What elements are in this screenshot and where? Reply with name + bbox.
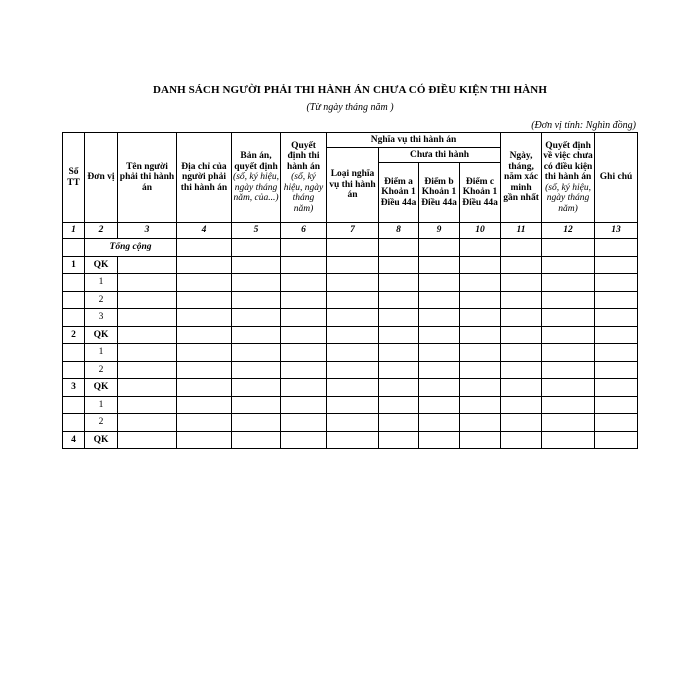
table-row: [63, 414, 638, 432]
table-cell: [595, 379, 638, 397]
table-cell: [542, 326, 595, 344]
table-cell: [232, 256, 281, 274]
table-cell: [281, 414, 327, 432]
table-cell: [281, 344, 327, 362]
report-title: DANH SÁCH NGƯỜI PHẢI THI HÀNH ÁN CHƯA CÓ ĐIỀU KIỆN THI HÀNH: [153, 84, 547, 96]
report-table: [62, 132, 638, 449]
table-cell: [595, 239, 638, 257]
table-cell: [232, 431, 281, 449]
table-cell: [379, 431, 419, 449]
table-cell: [177, 396, 232, 414]
column-number-cell: 5: [232, 223, 281, 239]
table-cell: [460, 379, 501, 397]
table-cell: [281, 396, 327, 414]
column-number-cell: 4: [177, 223, 232, 239]
table-cell: [501, 274, 542, 292]
table-cell: [118, 291, 177, 309]
table-cell: [327, 361, 379, 379]
table-cell: [379, 291, 419, 309]
header-nghia-vu: Nghĩa vụ thi hành án: [327, 133, 501, 148]
row-stt: [63, 291, 85, 309]
row-stt: [63, 414, 85, 432]
table-cell: [232, 414, 281, 432]
table-cell: [379, 326, 419, 344]
table-cell: [177, 326, 232, 344]
header-diem-a: Điểm a Khoản 1 Điều 44a: [379, 163, 419, 223]
table-cell: [118, 256, 177, 274]
column-number-cell: 8: [379, 223, 419, 239]
row-unit-label: 3: [85, 309, 118, 327]
table-cell: [419, 274, 460, 292]
table-cell: [501, 431, 542, 449]
header-ban-an: [232, 133, 281, 223]
table-cell: [542, 361, 595, 379]
table-cell: [542, 291, 595, 309]
table-cell: [232, 396, 281, 414]
header-ban-an-title: Bản án, quyết định: [234, 151, 278, 172]
table-row: [63, 291, 638, 309]
header-qd-sub: (số, ký hiệu, ngày tháng năm): [545, 182, 591, 214]
column-number-cell: 10: [460, 223, 501, 239]
table-cell: [327, 274, 379, 292]
table-cell: [419, 379, 460, 397]
row-stt: [63, 361, 85, 379]
table-row: [63, 344, 638, 362]
row-stt: 1: [63, 256, 85, 274]
table-cell: [281, 326, 327, 344]
table-cell: [177, 379, 232, 397]
row-stt: 3: [63, 379, 85, 397]
total-label: Tổng cộng: [85, 239, 177, 257]
table-cell: [379, 274, 419, 292]
table-cell: [501, 256, 542, 274]
table-cell: [327, 326, 379, 344]
table-row: [63, 309, 638, 327]
table-cell: [118, 379, 177, 397]
column-number-cell: 6: [281, 223, 327, 239]
table-cell: [595, 291, 638, 309]
table-cell: [419, 291, 460, 309]
table-cell: [118, 396, 177, 414]
table-cell: [379, 256, 419, 274]
row-unit-label: QK: [85, 379, 118, 397]
header-chua-thi-hanh: Chưa thi hành: [379, 148, 501, 163]
table-cell: [379, 309, 419, 327]
row-unit-label: 2: [85, 414, 118, 432]
header-diem-b: Điểm b Khoản 1 Điều 44a: [419, 163, 460, 223]
table-cell: [281, 274, 327, 292]
table-row: [63, 396, 638, 414]
table-cell: [542, 239, 595, 257]
column-number-cell: 12: [542, 223, 595, 239]
table-cell: [460, 361, 501, 379]
table-cell: [379, 239, 419, 257]
table-cell: [281, 291, 327, 309]
table-cell: [327, 256, 379, 274]
table-cell: [501, 239, 542, 257]
table-cell: [542, 309, 595, 327]
table-cell: [281, 379, 327, 397]
table-cell: [595, 274, 638, 292]
table-cell: [379, 414, 419, 432]
table-cell: [177, 291, 232, 309]
header-don-vi: Đơn vị: [85, 133, 118, 223]
table-cell: [595, 361, 638, 379]
table-cell: [232, 309, 281, 327]
header-diem-c: Điểm c Khoản 1 Điều 44a: [460, 163, 501, 223]
column-number-cell: 11: [501, 223, 542, 239]
table-cell: [460, 414, 501, 432]
table-cell: [327, 309, 379, 327]
table-cell: [118, 274, 177, 292]
unit-note: (Đơn vị tính: Nghìn đồng): [531, 120, 636, 131]
header-stt: Số TT: [63, 133, 85, 223]
table-cell: [177, 239, 232, 257]
table-cell: [281, 239, 327, 257]
column-number-cell: 3: [118, 223, 177, 239]
table-cell: [379, 344, 419, 362]
table-row: [63, 431, 638, 449]
table-cell: [419, 256, 460, 274]
row-stt: 4: [63, 431, 85, 449]
table-cell: [327, 396, 379, 414]
table-cell: [232, 326, 281, 344]
row-unit-label: 1: [85, 274, 118, 292]
table-cell: [595, 326, 638, 344]
table-cell: [232, 291, 281, 309]
table-cell: [118, 431, 177, 449]
row-stt: [63, 396, 85, 414]
table-cell: [460, 396, 501, 414]
table-cell: [542, 414, 595, 432]
table-cell: [501, 379, 542, 397]
table-cell: [460, 344, 501, 362]
table-cell: [379, 396, 419, 414]
row-unit-label: QK: [85, 256, 118, 274]
column-number-cell: 1: [63, 223, 85, 239]
column-number-cell: 13: [595, 223, 638, 239]
table-cell: [501, 396, 542, 414]
table-cell: [595, 309, 638, 327]
header-dia-chi: Địa chỉ của người phải thi hành án: [177, 133, 232, 223]
row-unit-label: 2: [85, 361, 118, 379]
table-cell: [327, 431, 379, 449]
table-cell: [232, 379, 281, 397]
table-cell: [379, 361, 419, 379]
table-cell: [118, 309, 177, 327]
row-unit-label: 2: [85, 291, 118, 309]
table-cell: [327, 239, 379, 257]
table-cell: [419, 344, 460, 362]
table-cell: [419, 396, 460, 414]
column-number-cell: 2: [85, 223, 118, 239]
table-cell: [542, 396, 595, 414]
column-number-cell: 9: [419, 223, 460, 239]
table-cell: [419, 239, 460, 257]
table-row: [63, 361, 638, 379]
header-ghi-chu: Ghi chú: [595, 133, 638, 223]
row-unit-label: QK: [85, 431, 118, 449]
table-cell: [327, 344, 379, 362]
table-cell: [460, 291, 501, 309]
row-unit-label: 1: [85, 396, 118, 414]
table-cell: [501, 326, 542, 344]
table-cell: [419, 361, 460, 379]
table-cell: [419, 326, 460, 344]
table-cell: [460, 309, 501, 327]
table-cell: [501, 344, 542, 362]
table-cell: [232, 361, 281, 379]
header-quyet-dinh-sub: (số, ký hiệu, ngày tháng năm): [283, 172, 324, 214]
table-cell: [595, 344, 638, 362]
column-number-row: [63, 223, 638, 239]
table-cell: [542, 379, 595, 397]
table-cell: [118, 414, 177, 432]
header-quyet-dinh: [281, 133, 327, 223]
table-cell: [501, 414, 542, 432]
table-cell: [177, 361, 232, 379]
table-cell: [595, 396, 638, 414]
header-qd-chua-co-dk: [542, 133, 595, 223]
table-cell: [595, 431, 638, 449]
table-cell: [177, 309, 232, 327]
table-cell: [281, 309, 327, 327]
header-ban-an-sub: (số, ký hiệu, ngày tháng năm, của...): [233, 172, 279, 204]
table-cell: [281, 361, 327, 379]
table-cell: [118, 326, 177, 344]
table-cell: [232, 274, 281, 292]
row-stt: [63, 344, 85, 362]
table-cell: [595, 256, 638, 274]
row-stt: 2: [63, 326, 85, 344]
table-cell: [542, 431, 595, 449]
table-cell: [460, 256, 501, 274]
row-unit-label: 1: [85, 344, 118, 362]
table-cell: [419, 309, 460, 327]
header-loai-nghia-vu: Loại nghĩa vụ thi hành án: [327, 148, 379, 223]
row-stt: [63, 274, 85, 292]
table-cell: [281, 431, 327, 449]
table-cell: [501, 361, 542, 379]
table-cell: [460, 274, 501, 292]
table-cell: [501, 309, 542, 327]
table-cell: [177, 431, 232, 449]
table-cell: [327, 291, 379, 309]
header-ngay-xac-minh: Ngày, tháng, năm xác minh gần nhất: [501, 133, 542, 223]
table-row: [63, 256, 638, 274]
table-cell: [542, 344, 595, 362]
total-row: [63, 239, 638, 257]
table-cell: [118, 361, 177, 379]
table-cell: [177, 344, 232, 362]
header-ten-nguoi: Tên người phải thi hành án: [118, 133, 177, 223]
table-cell: [379, 379, 419, 397]
table-cell: [177, 274, 232, 292]
table-cell: [327, 414, 379, 432]
table-cell: [327, 379, 379, 397]
table-cell: [460, 431, 501, 449]
table-cell: [177, 414, 232, 432]
table-cell: [177, 256, 232, 274]
row-unit-label: QK: [85, 326, 118, 344]
table-row: [63, 379, 638, 397]
header-quyet-dinh-title: Quyết định thi hành án: [286, 140, 320, 172]
table-row: [63, 326, 638, 344]
table-cell: [118, 344, 177, 362]
table-cell: [501, 291, 542, 309]
table-cell: [460, 326, 501, 344]
date-range-subtitle: (Từ ngày tháng năm ): [306, 102, 394, 113]
row-stt: [63, 309, 85, 327]
table-cell: [232, 344, 281, 362]
table-cell: [542, 256, 595, 274]
table-cell: [419, 431, 460, 449]
table-cell: [232, 239, 281, 257]
table-cell: [419, 414, 460, 432]
total-stt-cell: [63, 239, 85, 257]
table-row: [63, 274, 638, 292]
header-qd-title: Quyết định về việc chưa có điều kiện thi hành án: [543, 140, 593, 183]
table-cell: [281, 256, 327, 274]
table-cell: [460, 239, 501, 257]
column-number-cell: 7: [327, 223, 379, 239]
table-cell: [542, 274, 595, 292]
table-cell: [595, 414, 638, 432]
